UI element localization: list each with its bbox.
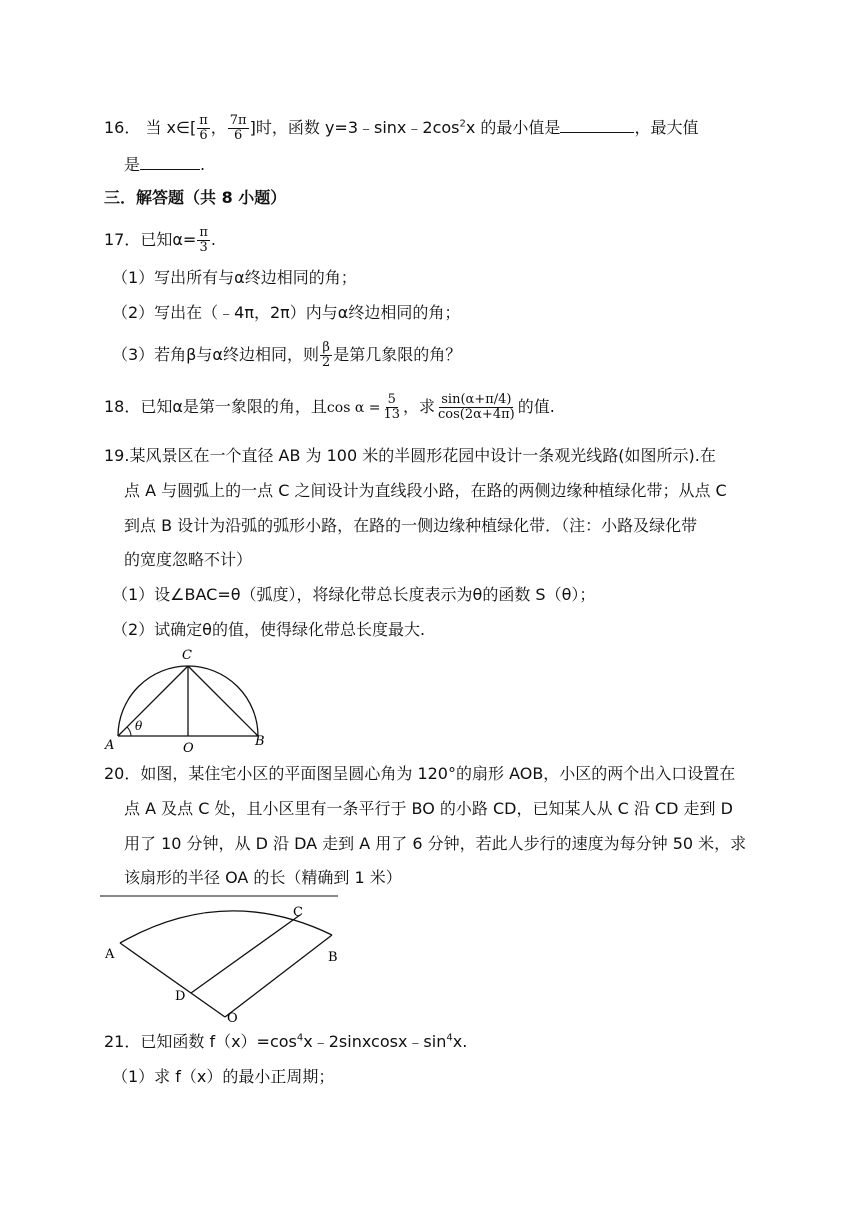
q18-cos-alpha: cos α = [326,400,381,416]
q19-line3: 到点 B 设计为沿弧的弧形小路，在路的一侧边缘种植绿化带．（注：小路及绿化带 [124,516,698,535]
q16-blank-max [140,155,200,170]
q19-semicircle-figure [100,640,275,755]
q16-number: 16． [104,118,141,137]
q17-part1: （1）写出所有与α终边相同的角； [112,268,357,287]
q19-line4: 的宽度忽略不计） [124,550,253,569]
q18-fraction-5-13: $\frac{5}{13}$ [383,392,401,422]
q16-fraction-pi-6: $\frac{\pi}{6}$ [199,113,208,143]
q16-text-pre: 当 x∈[ [145,118,197,137]
q16-text-post2: ，最大值 [634,118,699,137]
question-17-head: 17．已知α= $\frac{\pi}{3}$ . [104,225,216,255]
q20-sector-figure [100,893,345,1023]
q20-line4: 该扇形的半径 OA 的长（精确到 1 米） [124,868,402,887]
label-b: B [255,734,265,749]
question-18: 18．已知α是第一象限的角，且cos α = $\frac{5}{13}$ ，求 $\frac{\sin(\alpha+\pi/4)}{\cos(2\alpha+4\pi)}$ 的值. [104,392,555,422]
angle-theta-arc [127,727,131,736]
radius-ob [225,935,332,1017]
q16-fraction-7pi-6: $\frac{7\pi}{6}$ [229,113,247,143]
label-a: A [105,738,115,753]
q16-blank-min [560,118,634,133]
question-16-line1: 16． 当 x∈[ $\frac{\pi}{6}$ ， $\frac{7\pi}{6}$ ]时，函数 $y=3﹣\sin x﹣2\cos^2x$ 的最小值是 ，最大值 [104,113,699,143]
q21-part1: （1）求 f（x）的最小正周期； [112,1067,335,1086]
label-o: O [183,741,194,755]
chord-ac [118,666,188,736]
path-cd [191,915,300,993]
label-c: C [182,648,192,663]
q17-part3: （3）若角β与α终边相同，则 $\frac{\beta}{2}$ 是第几象限的角？ [112,340,462,370]
q16-text-mid: ]时，函数 y=3﹣sinx﹣2cos [249,118,460,137]
label-o: O [227,1011,238,1023]
q20-line2: 点 A 及点 C 处，且小区里有一条平行于 BO 的小路 CD，已知某人从 C 沿 CD 走到 D [124,799,733,818]
q19-line2: 点 A 与圆弧上的一点 C 之间设计为直线段小路，在路的两侧边缘种植绿化带；从点 C [124,481,727,500]
q19-line1: 19.某风景区在一个直径 AB 为 100 米的半圆形花园中设计一条观光线路(如图所示).在 [104,446,716,465]
q20-line1: 20．如图，某住宅小区的平面图呈圆心角为 120°的扇形 AOB，小区的两个出入口设置在 [104,764,736,783]
q16-text-post: x 的最小值是 [465,118,561,137]
label-d: D [175,989,186,1004]
q19-part2: （2）试确定θ的值，使得绿化带总长度最大. [112,620,426,639]
q20-line3: 用了 10 分钟，从 D 沿 DA 走到 A 用了 6 分钟，若此人步行的速度为每分钟 50 米，求 [124,834,747,853]
q17-fraction-beta: $\frac{\beta}{2}$ [321,340,331,370]
q17-part2: （2）写出在（﹣4π，2π）内与α终边相同的角； [112,303,461,322]
q18-expression-fraction: $\frac{\sin(\alpha+\pi/4)}{\cos(2\alpha+4\pi)}$ [438,392,515,422]
q17-fraction: $\frac{\pi}{3}$ [199,225,208,255]
section-heading: 三．解答题（共 8 小题） [104,188,287,207]
q19-part1: （1）设∠BAC=θ（弧度），将绿化带总长度表示为θ的函数 S（θ）； [112,585,596,604]
question-21-head: 21．已知函数 $f(x)=\cos^4x﹣2sinxcosx﹣\sin^4x$. [104,1032,468,1051]
label-c: C [293,905,303,920]
label-a: A [105,947,115,962]
label-b: B [328,950,338,965]
label-theta: θ [135,719,143,733]
question-16-line2: 是 . [124,155,206,174]
chord-cb [188,666,258,736]
